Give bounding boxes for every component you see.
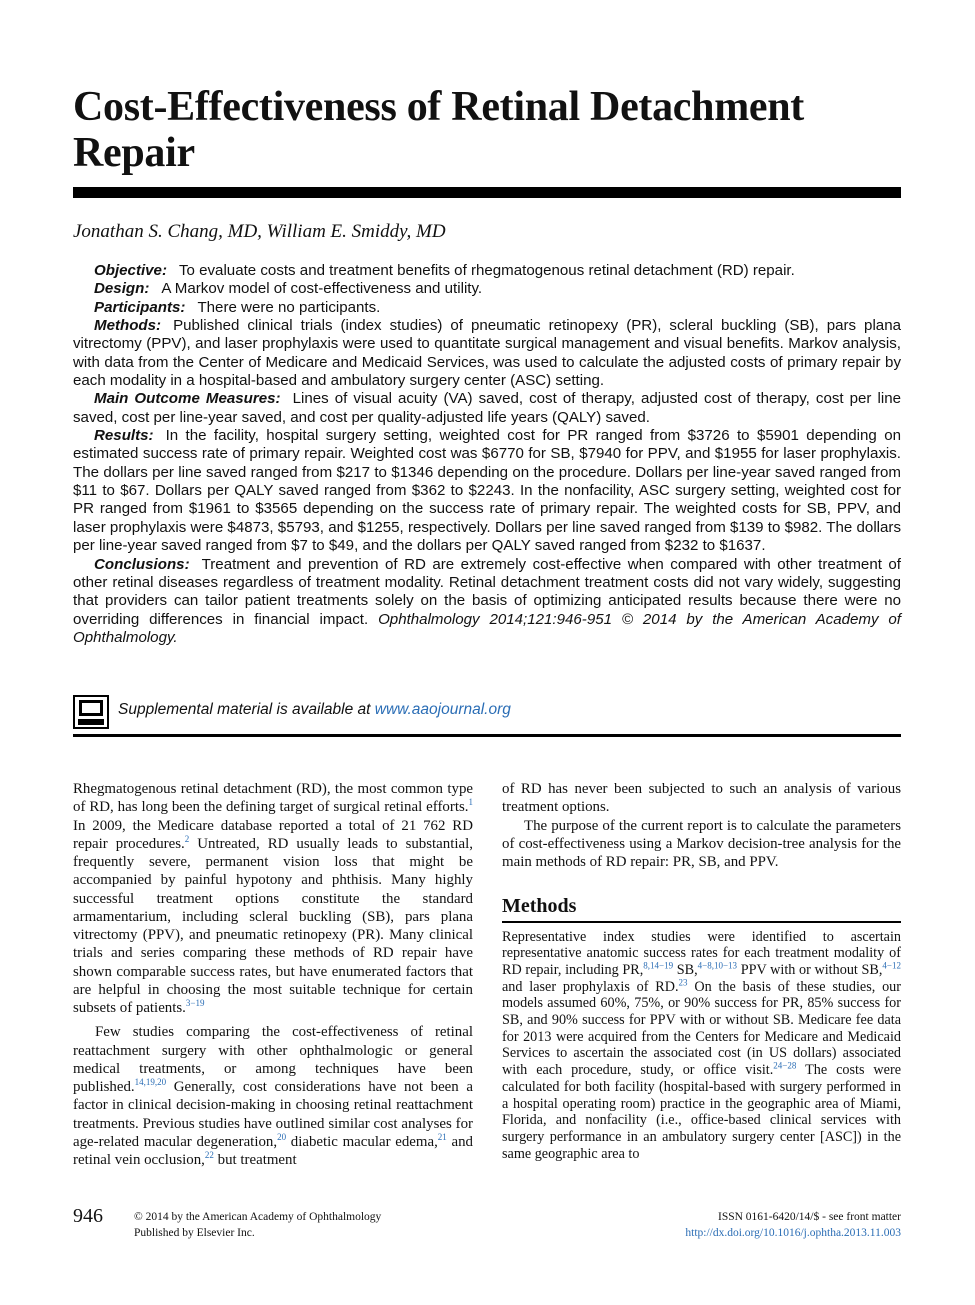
title-rule bbox=[73, 187, 901, 198]
journal-citation: Ophthalmology 2014;121:946-951 © 2014 by the American Academy of Ophthalmology. bbox=[73, 610, 901, 646]
supplemental-notice bbox=[73, 695, 901, 731]
body-column-left bbox=[73, 780, 473, 1169]
page-footer bbox=[73, 1205, 901, 1245]
methods-rule bbox=[502, 921, 901, 923]
footer-right bbox=[685, 1209, 901, 1241]
body-column-right bbox=[502, 780, 901, 1162]
doi-link[interactable]: http://dx.doi.org/10.1016/j.ophtha.2013.11.003 bbox=[685, 1227, 901, 1239]
methods-paragraph: Representative index studies were identified to ascertain representative anatomic success rates for each treatment modality of RD repair, including PR,$^{8,14-19}$ SB,$^{4-8,10-13}$ PPV with or without SB,$^{4-12}$ and laser prophylaxis of RD.$^{23}$ On the basis of these studies, our models assumed 60%, 75%, or 90% success for PR, 85% success for SB, and 90% success for PPV with or without SB. Medicare fee data for 2013 were acquired from the Centers for Medicare and Medicaid Services to ascertain the associated cost (in US dollars) associated with each procedure, study, or office visit.$^{24-28}$ The costs were calculated for both facility (hospital-based with surgery performed in a hospital operating room) practice in the geographic area of Miami, Florida, and nonfacility (i.e., office-based clinical services with surgery performance in an ambulatory surgery center [ASC]) in the same geographic area to bbox=[502, 928, 902, 1162]
publisher: Published by Elsevier Inc. bbox=[134, 1227, 255, 1239]
abstract-methods: Methods: Published clinical trials (index studies) of pneumatic retinopexy (PR), scleral buckling (SB), pars plana vitrectomy (PPV), and laser prophylaxis were used to quantitate surgical management and visual benefits. Markov analysis, with data from the Center of Medicare and Medicaid Services, was used to calculate the adjusted costs of primary repair by each modality in a hospital-based and ambulatory surgery center (ASC) setting. bbox=[73, 317, 901, 390]
page-number: 946 bbox=[73, 1205, 103, 1227]
abstract-design: Design: A Markov model of cost-effectiveness and utility. bbox=[94, 280, 483, 298]
article-title: Cost-Effectiveness of Retinal Detachment Repair bbox=[73, 84, 804, 176]
copyright: © 2014 by the American Academy of Ophthalmology bbox=[134, 1211, 382, 1223]
body-paragraph: Few studies comparing the cost-effectiveness of retinal reattachment surgery with other ophthalmologic or general medical treatments, or among techniques have been published.$^{14,19,20}$ Generally, cost considerations have not been a factor in clinical decision-making in choosing retinal reattachment treatments. Previous studies have outlined similar cost analyses for age-related macular degeneration,$^{20}$ diabetic macular edema,$^{21}$ and retinal vein occlusion,$^{22}$ but treatment bbox=[73, 1024, 473, 1168]
body-paragraph: of RD has never been subjected to such an analysis of various treatment options. bbox=[502, 781, 901, 816]
supplemental-link[interactable]: www.aaojournal.org bbox=[374, 701, 511, 718]
footer-left bbox=[134, 1209, 381, 1241]
section-rule bbox=[73, 734, 901, 737]
methods-heading: Methods bbox=[502, 895, 577, 918]
authors: Jonathan S. Chang, MD, William E. Smiddy, MD bbox=[73, 221, 446, 242]
abstract-objective: Objective: To evaluate costs and treatment benefits of rhegmatogenous retinal detachment (RD) repair. bbox=[94, 262, 795, 279]
abstract-results: Results: In the facility, hospital surgery setting, weighted cost for PR ranged from $3726 to $5901 depending on estimated success rate of primary repair. Weighted cost was $6770 for SB, $7940 for PPV, and $1955 for laser prophylaxis. The dollars per line saved ranged from $217 to $1346 depending on the procedure. Dollars per line-year saved ranged from $11 to $67. Dollars per QALY saved ranged from $362 to $2243. In the nonfacility, ASC surgery setting, weighted cost for PR ranged from $1961 to $3565 depending on the success rate of primary repair. The weighted costs for SB, PPV, and laser prophylaxis were $4873, $5793, and $1255, respectively. Dollars per line saved ranged from $139 to $982. The dollars per line-year saved ranged from $7 to $49, and the dollars per QALY saved ranged from $232 to $1637. bbox=[73, 427, 901, 555]
computer-icon bbox=[73, 695, 109, 729]
body-paragraph: The purpose of the current report is to calculate the parameters of cost-effectiveness using a Markov decision-tree analysis for the main methods of RD repair: PR, SB, and PPV. bbox=[502, 817, 901, 870]
abstract-conclusions: Conclusions: Treatment and prevention of RD are extremely cost-effective when compared with other treatment of other retinal diseases regardless of treatment modality. Retinal detachment treatment costs did not vary widely, suggesting that providers can tailor patient treatments solely on the basis of optimizing anticipated results because there were no overriding differences in financial impact. Ophthalmology 2014;121:946-951 © 2014 by the American Academy of Ophthalmology. bbox=[73, 555, 901, 646]
supplemental-text: Supplemental material is available at www.aaojournal.org bbox=[118, 701, 511, 718]
body-paragraph: Rhegmatogenous retinal detachment (RD), the most common type of RD, has long been the defining target of surgical retinal efforts.$^1$ In 2009, the Medicare database reported a total of 21 762 RD repair procedures.$^2$ Untreated, RD usually leads to substantial, frequently severe, permanent vision loss that might be accompanied by painful hypotony and phthisis. Many highly successful treatment options constitute the standard armamentarium, including scleral buckling (SB), pars plana vitrectomy (PPV), and pneumatic retinopexy (PR). Many clinical trials and series comparing these methods of RD repair have shown comparable success rates, but have enumerated factors that are helpful in choosing the most suitable technique for certain subsets of patients.$^{3-19}$ bbox=[73, 781, 473, 1016]
abstract-participants: Participants: There were no participants. bbox=[94, 298, 381, 316]
abstract-outcomes: Main Outcome Measures: Lines of visual acuity (VA) saved, cost of therapy, adjusted cost of therapy, cost per line saved, cost per line-year saved, and cost per quality-adjusted life years (QALY) saved. bbox=[73, 390, 901, 426]
issn: ISSN 0161-6420/14/$ - see front matter bbox=[717, 1211, 901, 1223]
abstract bbox=[73, 262, 901, 647]
